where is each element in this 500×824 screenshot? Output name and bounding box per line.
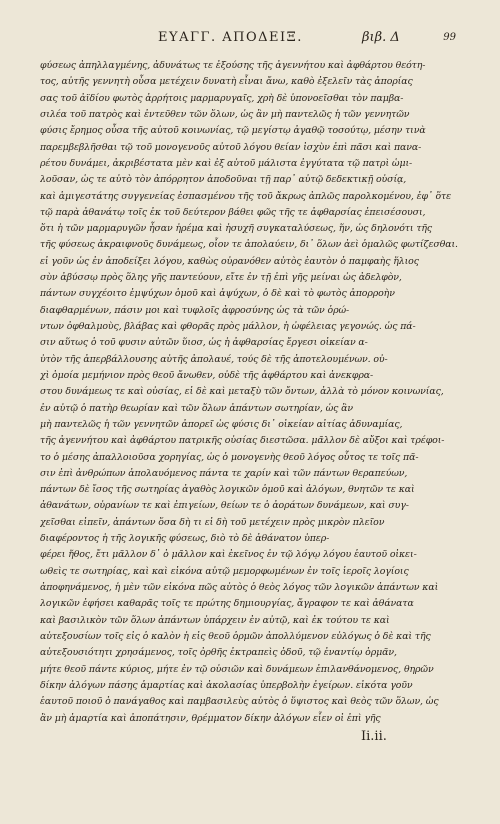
text-line: τῆς φύσεως ἀκραιφνοῦς δυνάμεως, οἷον τε ἀπολαύειν, δι᾽ ὅλων ἀεὶ ὁμαλῶς φωτίζεσθαι.	[40, 239, 458, 251]
page-number: 99	[443, 32, 456, 43]
text-line: πάντων συγχέοιτο ἐμψύχων ὁμοῦ καὶ ἀψύχων, ὁ δὲ καὶ τὸ φωτὸς ἀπορροὴν	[40, 288, 395, 300]
text-line: σιν αὕτως ὁ τοῦ φυσιν αὐτῶν ὕιοσ, ὡς ἡ ἀφθαρσίας ἔργεσι οἰκείαν α-	[40, 337, 368, 349]
text-line: λογικῶν ἐφήσει καθαρᾶς τοῖς τε πρώτης δημιουργίας, ἄγραφον τε καὶ ἀθάνατα	[40, 598, 414, 610]
text-line: στου δυνάμεως τε καὶ οὐσίας, εἰ δὲ καὶ μεταξὺ τῶν ὄντων, ἀλλὰ τὸ μόνον κοινωνίας,	[40, 386, 444, 398]
text-line: χεῖσθαι εἰπεῖν, ἀπάντων ὅσα δὴ τι εἰ δὴ τοῦ μετέχειν πρὸς μικρὸν πλεῖον	[40, 516, 385, 528]
text-line: ἑαυτοῦ ποιοῦ ὁ πανάγαθος καὶ παμβασιλεὺς αὐτὸς ὁ ὕψιστος καὶ θεὸς τῶν ὅλων, ὡς	[40, 696, 439, 708]
text-line: αὐτεξουσίων τοῖς εἰς ὁ καλὸν ἡ εἰς θεοῦ ὁρμῶν ἀπολλύμενον εὐλόγως ὁ δὲ καὶ τῆς	[40, 630, 431, 642]
text-line: καὶ βασιλικὸν τῶν ὅλων ἀπάντων ὑπάρχειν ἐν αὐτῷ, καὶ ἐκ τούτου τε καὶ	[40, 614, 390, 626]
text-line: διαφθαρμένων, πάσιν μοι καὶ τυφλοῖς ἀφροσύνης ὡς τὰ τῶν ὁρώ-	[40, 304, 350, 316]
text-line: ντων ὀφθαλμοὺς, βλάβας καὶ φθορᾶς πρὸς μάλλον, ἡ ὠφέλειας γεγονώς. ὡς πά-	[40, 321, 416, 332]
page-header	[40, 28, 460, 50]
text-line: αὐτεξουσιότητι χρησάμενος, τοῖς ὀρθῆς ἐκτραπεὶς ὁδοῦ, τῷ ἐναντίῳ ὁρμᾶν,	[40, 647, 397, 659]
text-line: σιλέα τοῦ πατρὸς καὶ ἐντεῦθεν τῶν ὅλων, ὡς ἂν μὴ παντελῶς ἡ τῶν γεννητῶν	[40, 108, 410, 120]
text-line: σὺν ἀβύσσῳ πρὸς ὅλης γῆς παντεύουν, εἴτε ἐν τῇ ἐπὶ γῆς μείναι ὡς ἀδελφὸν,	[40, 272, 402, 284]
text-line: παρεμβεβλῆσθαι τῷ τοῦ μονογενοῦς αὐτοῦ λόγου θείαν ἰσχὺν ἐπὶ πᾶσι καὶ πανα-	[40, 141, 422, 153]
text-line: μήτε θεοῦ πάντε κύριος, μήτε ἐν τῷ οὐσιῶν καὶ δυνάμεων ἐπιλανθάνομενος, θηρῶν	[40, 663, 434, 675]
text-line: χὶ ὁμοία μεμήνιον πρὸς θεοῦ ἄνωθεν, οὐδὲ τῆς ἀφθάρτου καὶ ἀνεκφρα-	[40, 369, 374, 381]
text-line: μὴ παντελῶς ἡ τῶν γεννητῶν ἀπορεῖ ὡς φύσις δι᾽ οἰκείαν αἰτίας ἀδυναμίας,	[40, 418, 403, 430]
signature-mark: Ii.ii.	[361, 729, 387, 744]
text-line: διαφέροντος ἡ τῆς λογικῆς φύσεως, διὸ τὸ δὲ ἀθάνατον ὑπερ-	[40, 533, 330, 545]
text-line: φέρει ἤθος, ἔτι μᾶλλον δ᾽ ὁ μᾶλλον καὶ ἐκεῖνος ἐν τῷ λόγῳ λόγου ἑαυτοῦ οἰκει-	[40, 549, 417, 561]
text-line: ἂν μὴ ἁμαρτία καὶ ἀποπάτησιν, θρέμματον δίκην ἀλόγων εἶεν οἱ ἐπὶ γῆς	[40, 712, 381, 724]
text-line: λοῦσαν, ὡς τε αὐτὸ τὸν ἀπόρρητον ἀποδοῦναι τῇ παρ᾽ αὐτῷ δεδεκτικῇ οὐσίᾳ,	[40, 174, 407, 186]
running-head: ΕΥΑΓΓ. ΑΠΟΔΕΙΞ.	[158, 30, 303, 45]
text-line: το ὁ μέσης ἀπαλλοιοῦσα χορηγίας, ὡς ὁ μονογενὴς θεοῦ λόγος οὗτος τε τοῖς πᾶ-	[40, 451, 419, 463]
text-line: ωθεὶς τε σωτηρίας, καὶ καὶ εἰκόνα αὐτῷ μεμορφωμένων ἐν τοῖς ἱεροῖς λογίοις	[40, 565, 409, 577]
text-line: καὶ ἁμιγεστάτης συγγενείας ἐσπασμένου τῆς τοῦ ἄκρως ἀπλῶς παρολκομένου, ἐφ᾽ ὅτε	[40, 190, 452, 202]
chapter-mark: βιβ. Δ	[362, 30, 400, 45]
text-line: ἐν αὐτῷ ὁ πατὴρ θεωρίαν καὶ τῶν ὅλων ἀπάντων σωτηρίαν, ὡς ἂν	[40, 402, 353, 414]
text-line: ἀθανάτων, οὐρανίων τε καὶ ἐπιγείων, θείων τε ὁ ἀοράτων δυνάμεων, καὶ συγ-	[40, 500, 409, 512]
text-line: δίκην ἀλόγων πάσης ἁμαρτίας καὶ ἀκολασίας ὑπερβολὴν ἐγείρων. εἰκότα γοῦν	[40, 679, 413, 691]
text-line: εἰ γοῦν ὡς ἐν ἀποδείξει λόγου, καθὼς οὐρανόθεν αὐτὸς ἑαυτὸν ὁ παμφαὴς ἥλιος	[40, 255, 419, 267]
text-line: σας τοῦ ἀϊδίου φωτὸς ἀρρήτοις μαρμαρυγαῖς, χρὴ δὲ ὑπονοεῖσθαι τὸν παμβα-	[40, 92, 404, 104]
text-line: ὐτὸν τῆς ἀπερβάλλουσης αὐτῆς ἀπολαυέ, τούς δὲ τῆς ἀποτελουμένων. οὐ-	[40, 353, 388, 365]
text-line: φύσις ἔρημος οὖσα τῆς αὐτοῦ κοινωνίας, τῷ μεγίστῳ ἀγαθῷ τοσούτῳ, μέσην τινὰ	[40, 125, 426, 137]
text-line: πάντων δὲ ἴσος τῆς σωτηρίας ἀγαθὸς λογικῶν ὁμοῦ καὶ ἀλόγων, θνητῶν τε καὶ	[40, 484, 415, 496]
text-line: τος, αὐτῆς γεννητὴ οὖσα μετέχειν δυνατὴ εἶναι ἄνω, καθὸ ἐξελεῖν τὰς ἀπορίας	[40, 76, 413, 88]
text-line: τῷ παρὰ ἀθανάτῳ τοῖς ἐκ τοῦ δεύτερον βάθει φῶς τῆς τε ἀφθαρσίας ἐπεισέσουσι,	[40, 206, 426, 218]
text-line: φύσεως ἀπηλλαγμένης, ἀδυνάτως τε ἐξούσης τῆς ἀγεννήτου καὶ ἀφθάρτου θεότη-	[40, 60, 426, 71]
text-line: ρέτου δυνάμει, ἀκριβέστατα μὲν καὶ ἐξ αὐτοῦ μάλιστα ἐγγύτατα τῷ πατρὶ ὡμι-	[40, 157, 413, 169]
text-line: ὅτι ἡ τῶν μαρμαρυγῶν ἦσαν ἠρέμα καὶ ἡσυχῆ συγκαταλύσεως, ἥν, ὡς δηλονότι τῆς	[40, 223, 433, 235]
body-text	[40, 58, 470, 727]
text-line: τῆς ἀγεννήτου καὶ ἀφθάρτου πατρικῆς οὐσίας διεστῶσα. μᾶλλον δὲ αὔξοι καὶ τρέφοι-	[40, 435, 445, 447]
text-line: σιν ἐπὶ ἀνθρώπων ἀπολαυόμενος πάντα τε χαρίν καὶ τῶν πάντων θεραπεύων,	[40, 467, 408, 479]
text-line: ἀποφηνάμενος, ἡ μὲν τῶν εἰκόνα πῶς αὐτὸς ὁ θεὸς λόγος τῶν λογικῶν ἁπάντων καὶ	[40, 582, 439, 593]
